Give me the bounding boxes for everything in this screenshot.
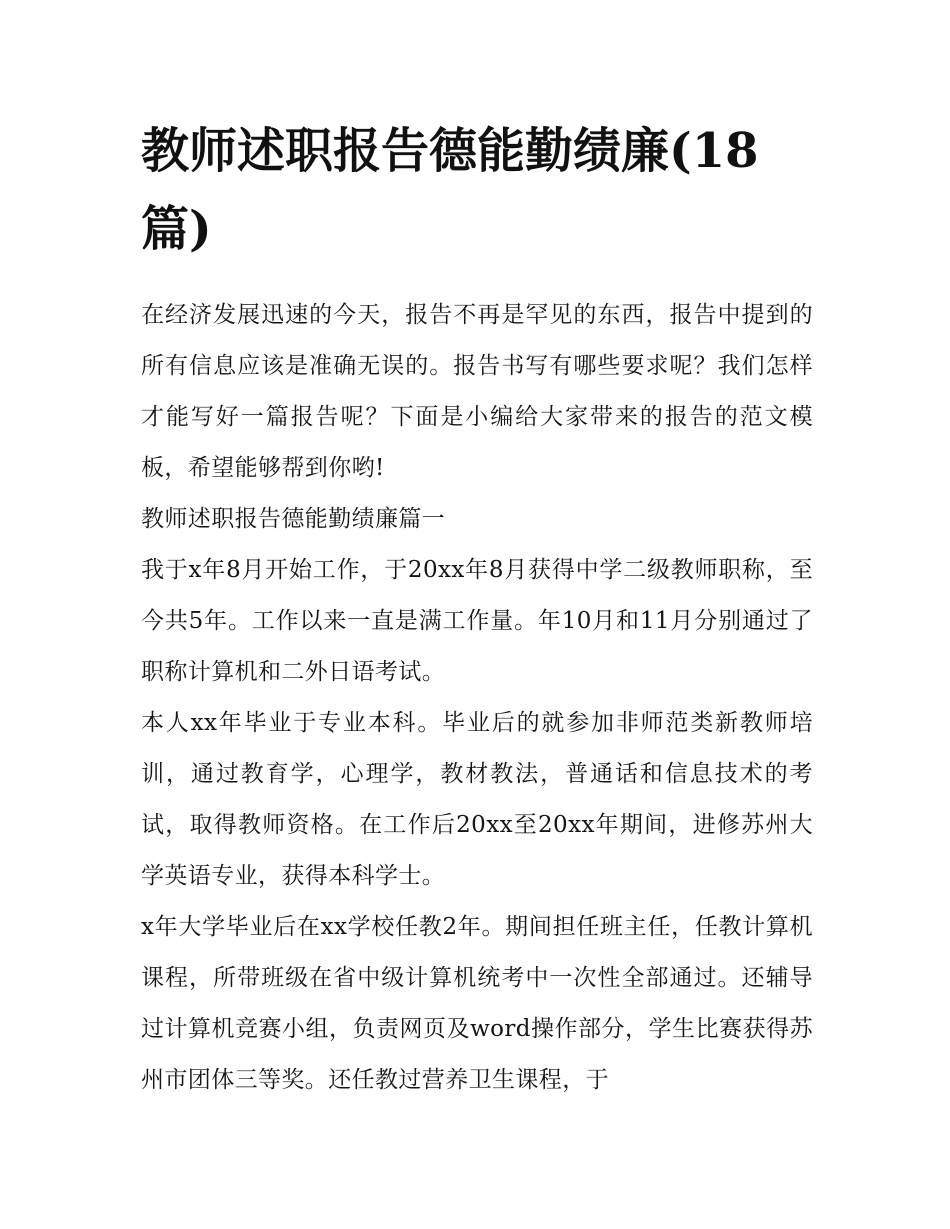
body-paragraph: 我于x年8月开始工作，于20xx年8月获得中学二级教师职称，至今共5年。工作以来一直是满工作量。年10月和11月分别通过了职称计算机和二外日语考试。 bbox=[141, 557, 813, 685]
section-heading: 教师述职报告德能勤绩廉篇一 bbox=[141, 506, 446, 532]
body-paragraph: x年大学毕业后在xx学校任教2年。期间担任班主任，任教计算机课程，所带班级在省中级计算机统考中一次性全部通过。还辅导过计算机竞赛小组，负责网页及word操作部分，学生比赛获得苏州市团体三等奖。还任教过营养卫生课程，于 bbox=[141, 914, 813, 1093]
intro-paragraph: 在经济发展迅速的今天，报告不再是罕见的东西，报告中提到的所有信息应该是准确无误的。报告书写有哪些要求呢？我们怎样才能写好一篇报告呢？下面是小编给大家带来的报告的范文模板，希望能够帮到你哟! bbox=[141, 302, 813, 481]
document-title: 教师述职报告德能勤绩廉(18篇) bbox=[141, 123, 759, 257]
body-paragraph: 本人xx年毕业于专业本科。毕业后的就参加非师范类新教师培训，通过教育学，心理学，教材教法，普通话和信息技术的考试，取得教师资格。在工作后20xx至20xx年期间，进修苏州大学英语专业，获得本科学士。 bbox=[141, 710, 813, 889]
document-body bbox=[141, 290, 813, 1106]
document-page bbox=[141, 112, 813, 1106]
